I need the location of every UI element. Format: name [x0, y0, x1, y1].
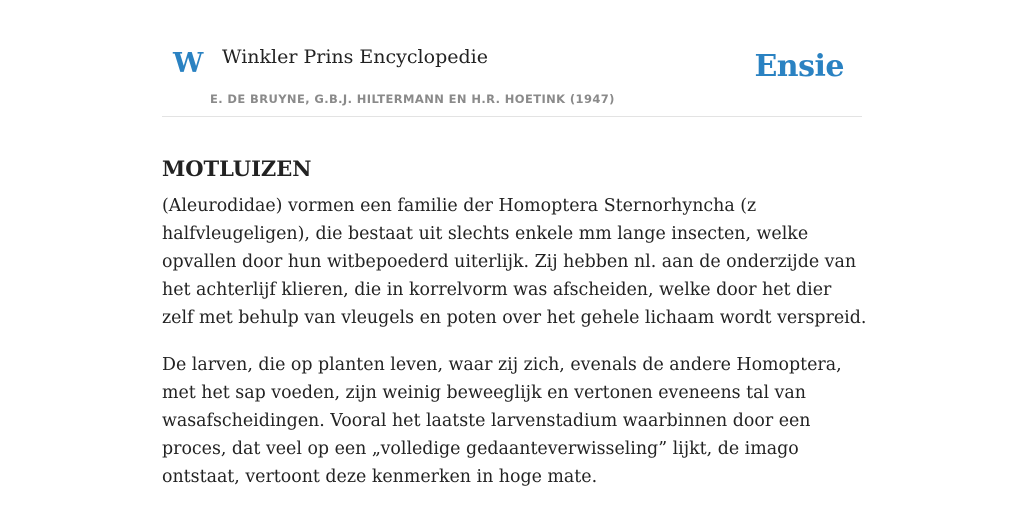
page-container: [162, 0, 867, 487]
article-paragraph: De larven, die op planten leven, waar zij zich, evenals de andere Homoptera, met het sap voeden, zijn weinig beweeglijk en vertonen eveneens tal van wasafscheidingen. Vooral het laatste larvenstadium waarbinnen door een proces, dat veel op een „volledige gedaanteverwisseling” lijkt, de imago ontstaat, vertoont deze kenmerken in hoge mate.: [162, 355, 842, 487]
article-headword: MOTLUIZEN: [162, 156, 312, 182]
article-paragraph: (Aleurodidae) vormen een familie der Homoptera Sternorhyncha (z halfvleugeligen), die bestaat uit slechts enkele mm lange insecten, welke opvallen door hun witbepoederd uiterlijk. Zij hebben nl. aan de onderzijde van het achterlijf klieren, die in korrelvorm was afscheiden, welke door het dier zelf met behulp van vleugels en poten over het gehele lichaam wordt verspreid.: [162, 196, 867, 328]
source-authors: E. DE BRUYNE, G.B.J. HILTERMANN EN H.R. HOETINK (1947): [210, 92, 615, 106]
ensie-logo[interactable]: Ensie: [754, 49, 844, 84]
source-header: [162, 0, 862, 117]
source-title[interactable]: Winkler Prins Encyclopedie: [222, 46, 488, 68]
source-logo[interactable]: W: [173, 48, 204, 79]
article-body: [162, 192, 867, 510]
